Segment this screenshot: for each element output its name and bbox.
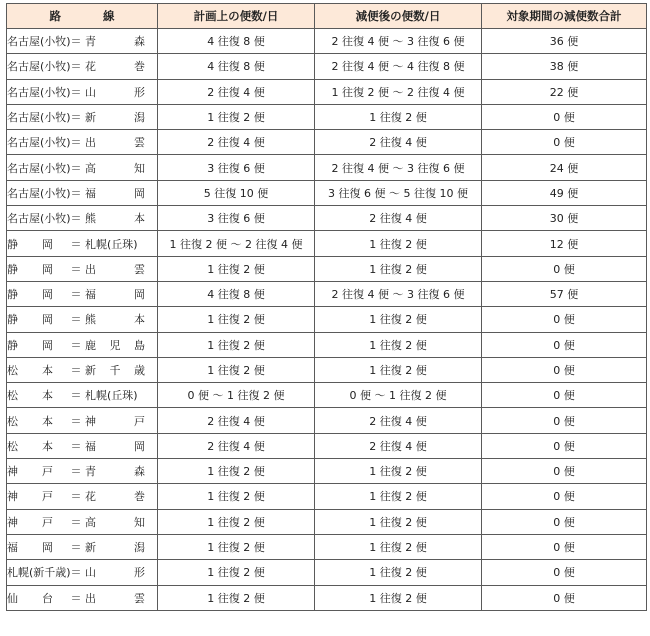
route-destination: 新 千 歳: [85, 364, 145, 377]
reduced-flights-cell: 2 往復 4 便 ～ 3 往復 6 便: [315, 281, 482, 306]
route-destination: 出 雲: [85, 136, 145, 150]
reduced-flights-cell: 1 往復 2 便: [315, 332, 482, 357]
planned-flights-cell: 1 往復 2 便: [158, 534, 315, 559]
reduced-flights-cell: 1 往復 2 便: [315, 256, 482, 281]
header-reduced: 減便後の便数/日: [315, 4, 482, 29]
route-cell: [7, 180, 158, 205]
reduced-flights-cell: 2 往復 4 便: [315, 408, 482, 433]
route-cell: [7, 585, 158, 610]
route-cell: [7, 307, 158, 332]
reduced-flights-cell: 1 往復 2 便 ～ 2 往復 4 便: [315, 79, 482, 104]
planned-flights-cell: 1 往復 2 便 ～ 2 往復 4 便: [158, 231, 315, 256]
total-reduction-cell: 0 便: [482, 560, 647, 585]
route-destination: 出 雲: [85, 591, 145, 605]
route-origin: 神 戸: [7, 465, 53, 479]
total-reduction-cell: 0 便: [482, 509, 647, 534]
route-destination: 高 知: [85, 515, 145, 529]
route-separator: ＝: [70, 439, 82, 453]
table-row: [7, 534, 647, 559]
route-cell: [7, 104, 158, 129]
table-row: [7, 459, 647, 484]
planned-flights-cell: 2 往復 4 便: [158, 79, 315, 104]
planned-flights-cell: 5 往復 10 便: [158, 180, 315, 205]
planned-flights-cell: 1 往復 2 便: [158, 484, 315, 509]
route-destination: 新 潟: [85, 541, 145, 555]
route-destination: 福 岡: [85, 439, 145, 453]
total-reduction-cell: 0 便: [482, 383, 647, 408]
route-separator: ＝: [70, 313, 82, 327]
route-origin: 名古屋(小牧): [7, 85, 71, 99]
route-destination: 青 森: [85, 465, 145, 479]
route-destination: 新 潟: [85, 111, 145, 125]
table-row: [7, 104, 647, 129]
flight-reduction-table: [6, 3, 647, 611]
planned-flights-cell: 1 往復 2 便: [158, 459, 315, 484]
table-row: [7, 509, 647, 534]
reduced-flights-cell: 1 往復 2 便: [315, 484, 482, 509]
route-origin: 名古屋(小牧): [7, 35, 71, 49]
route-origin: 松 本: [7, 389, 53, 403]
route-origin: 名古屋(小牧): [7, 186, 71, 200]
route-separator: ＝: [70, 389, 82, 403]
planned-flights-cell: 3 往復 6 便: [158, 155, 315, 180]
route-origin: 札幌(新千歳): [7, 566, 71, 580]
route-separator: ＝: [70, 262, 82, 276]
reduced-flights-cell: 1 往復 2 便: [315, 459, 482, 484]
route-destination: 札幌(丘珠): [85, 389, 138, 403]
route-origin: 名古屋(小牧): [7, 161, 71, 175]
route-separator: ＝: [70, 161, 82, 175]
route-origin: 松 本: [7, 364, 53, 377]
route-origin: 神 戸: [7, 490, 53, 504]
reduced-flights-cell: 0 便 ～ 1 往復 2 便: [315, 383, 482, 408]
header-route-char-1: 路: [49, 9, 61, 23]
route-destination: 高 知: [85, 161, 145, 175]
total-reduction-cell: 0 便: [482, 104, 647, 129]
reduced-flights-cell: 1 往復 2 便: [315, 585, 482, 610]
reduced-flights-cell: 1 往復 2 便: [315, 509, 482, 534]
route-origin: 静 岡: [7, 262, 53, 276]
total-reduction-cell: 0 便: [482, 332, 647, 357]
table-row: [7, 433, 647, 458]
route-separator: ＝: [70, 414, 82, 428]
table-row: [7, 29, 647, 54]
reduced-flights-cell: 3 往復 6 便 ～ 5 往復 10 便: [315, 180, 482, 205]
route-cell: [7, 484, 158, 509]
header-route: [7, 4, 158, 29]
route-destination: 鹿 児 島: [85, 338, 145, 352]
route-origin: 名古屋(小牧): [7, 60, 71, 74]
planned-flights-cell: 3 往復 6 便: [158, 206, 315, 231]
route-separator: ＝: [70, 541, 82, 555]
route-cell: [7, 79, 158, 104]
total-reduction-cell: 57 便: [482, 281, 647, 306]
reduced-flights-cell: 1 往復 2 便: [315, 231, 482, 256]
table-row: [7, 484, 647, 509]
total-reduction-cell: 0 便: [482, 534, 647, 559]
table-row: [7, 332, 647, 357]
route-separator: ＝: [70, 288, 82, 302]
route-destination: 神 戸: [85, 414, 145, 428]
planned-flights-cell: 0 便 ～ 1 往復 2 便: [158, 383, 315, 408]
route-cell: [7, 408, 158, 433]
reduced-flights-cell: 2 往復 4 便: [315, 206, 482, 231]
planned-flights-cell: 4 往復 8 便: [158, 54, 315, 79]
reduced-flights-cell: 1 往復 2 便: [315, 534, 482, 559]
total-reduction-cell: 0 便: [482, 256, 647, 281]
route-separator: ＝: [70, 566, 82, 580]
planned-flights-cell: 1 往復 2 便: [158, 509, 315, 534]
route-separator: ＝: [70, 60, 82, 74]
route-cell: [7, 560, 158, 585]
table-row: [7, 155, 647, 180]
table-row: [7, 281, 647, 306]
route-cell: [7, 54, 158, 79]
table-row: [7, 408, 647, 433]
route-separator: ＝: [70, 490, 82, 504]
table-row: [7, 54, 647, 79]
table-row: [7, 383, 647, 408]
reduced-flights-cell: 2 往復 4 便: [315, 433, 482, 458]
planned-flights-cell: 1 往復 2 便: [158, 585, 315, 610]
route-origin: 名古屋(小牧): [7, 136, 71, 150]
route-destination: 山 形: [85, 566, 145, 580]
total-reduction-cell: 0 便: [482, 357, 647, 382]
planned-flights-cell: 1 往復 2 便: [158, 332, 315, 357]
route-destination: 青 森: [85, 35, 145, 49]
planned-flights-cell: 1 往復 2 便: [158, 307, 315, 332]
route-destination: 花 巻: [85, 60, 145, 74]
table-row: [7, 206, 647, 231]
reduced-flights-cell: 1 往復 2 便: [315, 560, 482, 585]
route-separator: ＝: [70, 186, 82, 200]
route-origin: 松 本: [7, 439, 53, 453]
planned-flights-cell: 4 往復 8 便: [158, 281, 315, 306]
reduced-flights-cell: 1 往復 2 便: [315, 357, 482, 382]
header-row: [7, 4, 647, 29]
route-cell: [7, 231, 158, 256]
planned-flights-cell: 2 往復 4 便: [158, 433, 315, 458]
route-separator: ＝: [70, 136, 82, 150]
route-destination: 福 岡: [85, 288, 145, 302]
route-origin: 名古屋(小牧): [7, 212, 71, 226]
route-destination: 熊 本: [85, 313, 145, 327]
route-cell: [7, 256, 158, 281]
route-cell: [7, 155, 158, 180]
route-origin: 福 岡: [7, 541, 53, 555]
route-origin: 静 岡: [7, 338, 53, 352]
route-origin: 神 戸: [7, 515, 53, 529]
header-total: 対象期間の減便数合計: [482, 4, 647, 29]
route-origin: 仙 台: [7, 591, 53, 605]
header-planned: 計画上の便数/日: [158, 4, 315, 29]
route-destination: 札幌(丘珠): [85, 237, 138, 251]
total-reduction-cell: 0 便: [482, 433, 647, 458]
table-row: [7, 307, 647, 332]
total-reduction-cell: 49 便: [482, 180, 647, 205]
table-row: [7, 585, 647, 610]
table-row: [7, 130, 647, 155]
route-separator: ＝: [70, 35, 82, 49]
planned-flights-cell: 2 往復 4 便: [158, 130, 315, 155]
table-row: [7, 231, 647, 256]
route-destination: 出 雲: [85, 262, 145, 276]
route-separator: ＝: [70, 237, 82, 251]
total-reduction-cell: 0 便: [482, 130, 647, 155]
route-destination: 山 形: [85, 85, 145, 99]
reduced-flights-cell: 2 往復 4 便 ～ 4 往復 8 便: [315, 54, 482, 79]
table-row: [7, 560, 647, 585]
route-cell: [7, 534, 158, 559]
reduced-flights-cell: 2 往復 4 便 ～ 3 往復 6 便: [315, 155, 482, 180]
table-row: [7, 79, 647, 104]
total-reduction-cell: 0 便: [482, 484, 647, 509]
route-separator: ＝: [70, 212, 82, 226]
table-row: [7, 256, 647, 281]
route-origin: 静 岡: [7, 237, 53, 251]
route-cell: [7, 206, 158, 231]
table-row: [7, 357, 647, 382]
route-origin: 静 岡: [7, 313, 53, 327]
route-cell: [7, 130, 158, 155]
route-origin: 松 本: [7, 414, 53, 428]
route-cell: [7, 459, 158, 484]
route-destination: 花 巻: [85, 490, 145, 504]
route-separator: ＝: [70, 465, 82, 479]
planned-flights-cell: 1 往復 2 便: [158, 256, 315, 281]
total-reduction-cell: 24 便: [482, 155, 647, 180]
total-reduction-cell: 38 便: [482, 54, 647, 79]
route-separator: ＝: [70, 85, 82, 99]
route-cell: [7, 509, 158, 534]
planned-flights-cell: 1 往復 2 便: [158, 357, 315, 382]
total-reduction-cell: 12 便: [482, 231, 647, 256]
reduced-flights-cell: 1 往復 2 便: [315, 104, 482, 129]
planned-flights-cell: 1 往復 2 便: [158, 560, 315, 585]
route-cell: [7, 433, 158, 458]
header-route-char-2: 線: [103, 9, 115, 23]
route-cell: [7, 332, 158, 357]
route-cell: [7, 383, 158, 408]
route-cell: [7, 29, 158, 54]
total-reduction-cell: 22 便: [482, 79, 647, 104]
route-separator: ＝: [70, 515, 82, 529]
route-separator: ＝: [70, 338, 82, 352]
total-reduction-cell: 36 便: [482, 29, 647, 54]
route-cell: [7, 281, 158, 306]
total-reduction-cell: 0 便: [482, 459, 647, 484]
route-destination: 福 岡: [85, 186, 145, 200]
total-reduction-cell: 0 便: [482, 408, 647, 433]
table-row: [7, 180, 647, 205]
route-separator: ＝: [70, 591, 82, 605]
planned-flights-cell: 1 往復 2 便: [158, 104, 315, 129]
reduced-flights-cell: 2 往復 4 便: [315, 130, 482, 155]
planned-flights-cell: 2 往復 4 便: [158, 408, 315, 433]
route-destination: 熊 本: [85, 212, 145, 226]
total-reduction-cell: 0 便: [482, 307, 647, 332]
reduced-flights-cell: 2 往復 4 便 ～ 3 往復 6 便: [315, 29, 482, 54]
reduced-flights-cell: 1 往復 2 便: [315, 307, 482, 332]
route-origin: 名古屋(小牧): [7, 111, 71, 125]
route-separator: ＝: [70, 364, 82, 377]
route-cell: [7, 357, 158, 382]
route-origin: 静 岡: [7, 288, 53, 302]
planned-flights-cell: 4 往復 8 便: [158, 29, 315, 54]
total-reduction-cell: 0 便: [482, 585, 647, 610]
total-reduction-cell: 30 便: [482, 206, 647, 231]
route-separator: ＝: [70, 111, 82, 125]
